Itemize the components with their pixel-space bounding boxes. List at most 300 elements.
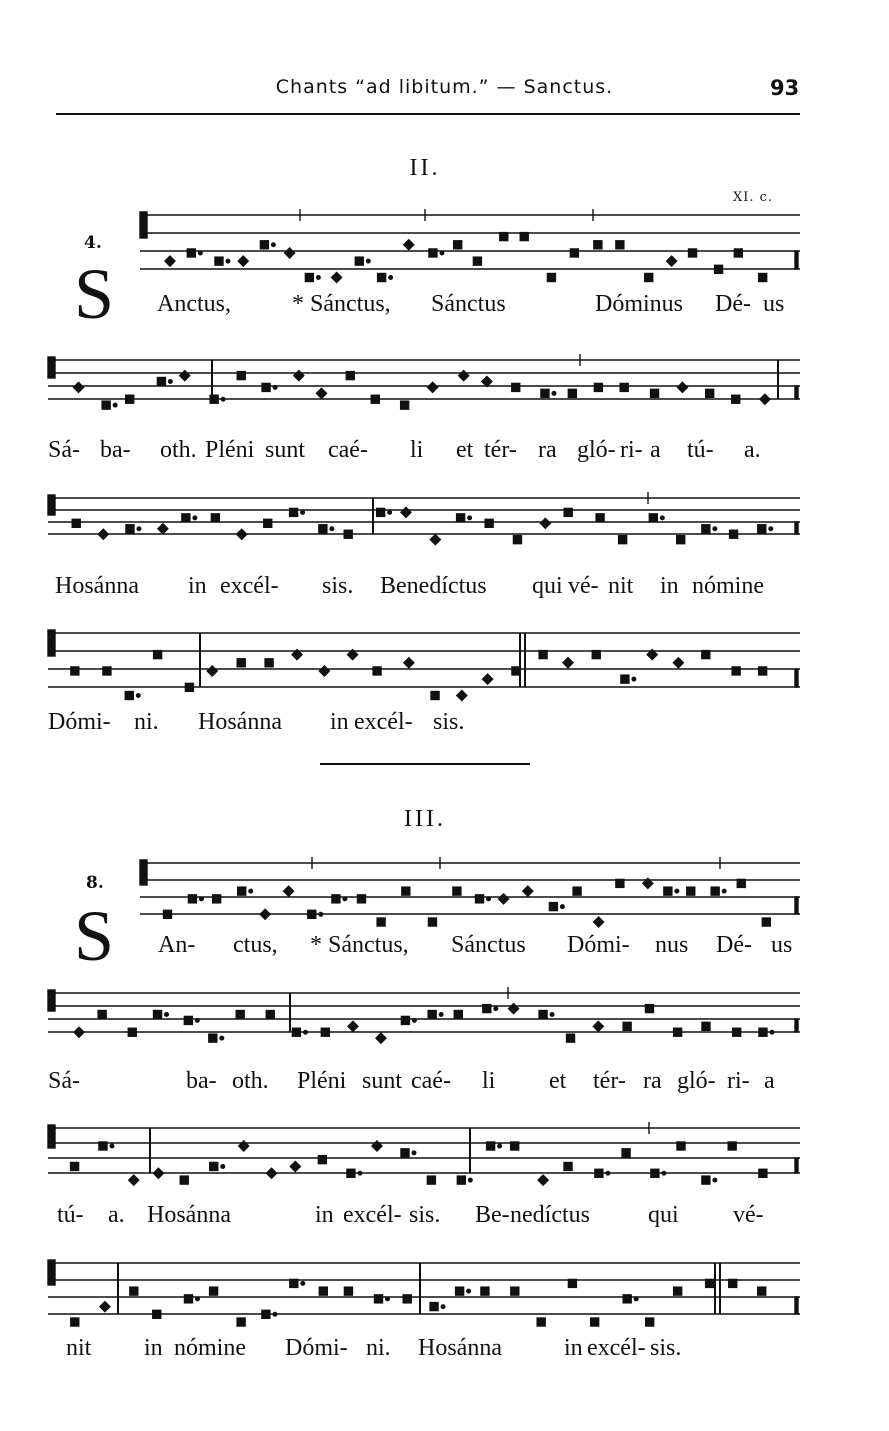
lyric-syllable: Dóminus [595, 291, 684, 317]
neume-square [759, 1028, 767, 1036]
neume-square [620, 383, 628, 391]
neume-dot [358, 1171, 362, 1175]
neume-dot [220, 1036, 224, 1040]
lyric-syllable: sunt [362, 1068, 403, 1094]
neume-square [729, 1279, 737, 1287]
neume-square [649, 514, 657, 522]
neume-square [237, 1318, 245, 1326]
lyric-syllable: nómine [174, 1335, 246, 1361]
lyric-syllable: Hosánna [55, 573, 139, 599]
lyric-syllable: caé- [328, 437, 368, 463]
neume-square [568, 389, 576, 397]
neume-dot [469, 1178, 473, 1182]
neume-diamond [284, 886, 294, 896]
neume-square [102, 401, 110, 409]
neume-dot [441, 1305, 445, 1309]
lyric-syllable: in [660, 573, 679, 599]
lyric-syllable: ni. [134, 709, 159, 735]
lyric-syllable: sunt [265, 437, 306, 463]
custos-icon [795, 1019, 798, 1032]
lyric-syllable: sis. [433, 709, 465, 735]
custos-icon [795, 251, 798, 269]
neume-square [211, 514, 219, 522]
lyric-syllable: nus [655, 932, 689, 958]
neume-square [264, 519, 272, 527]
neume-square [674, 1287, 682, 1295]
neume-square [402, 887, 410, 895]
neume-square [689, 249, 697, 257]
neume-square [187, 249, 195, 257]
neume-square [645, 274, 653, 282]
neume-diamond [428, 382, 438, 392]
neume-dot [606, 1171, 610, 1175]
neume-square [511, 1142, 519, 1150]
neume-dot [196, 1297, 200, 1301]
neume-square [616, 879, 624, 887]
neume-square [210, 1287, 218, 1295]
page-number: 93 [770, 76, 800, 100]
neume-square [103, 667, 111, 675]
neume-diamond [667, 256, 677, 266]
neume-diamond [760, 394, 770, 404]
neume-square [126, 525, 134, 533]
neume-dot [136, 694, 140, 698]
neume-square [262, 383, 270, 391]
neume-square [71, 1162, 79, 1170]
neume-diamond [260, 909, 270, 919]
drop-initial-s: S [74, 896, 115, 976]
neume-diamond [98, 529, 108, 539]
lyric-syllable: Dé- [716, 932, 752, 958]
neume-dot [468, 516, 472, 520]
neume-diamond [74, 1027, 84, 1037]
neume-square [646, 1318, 654, 1326]
neume-diamond [563, 658, 573, 668]
neume-square [346, 372, 354, 380]
custos-icon [795, 522, 798, 534]
custos-icon [795, 386, 798, 399]
neume-square [457, 514, 465, 522]
neume-dot [634, 1297, 638, 1301]
neume-square [371, 395, 379, 403]
neume-dot [272, 243, 276, 247]
neume-dot [273, 1313, 277, 1317]
neume-square [568, 1279, 576, 1287]
neume-diamond [404, 240, 414, 250]
neume-square [651, 389, 659, 397]
lyric-syllable: oth. [160, 437, 197, 463]
neume-square [401, 1016, 409, 1024]
neume-square [758, 525, 766, 533]
neume-square [290, 508, 298, 516]
lyric-syllable: sis. [322, 573, 354, 599]
neume-dot [494, 1007, 498, 1011]
lyric-syllable: ra [538, 437, 557, 463]
neume-square [403, 1295, 411, 1303]
neume-square [737, 879, 745, 887]
neume-square [487, 1142, 495, 1150]
neume-diamond [593, 1021, 603, 1031]
neume-dot [498, 1144, 502, 1148]
neume-dot [199, 251, 203, 255]
lyric-syllable: nómine [692, 573, 764, 599]
neume-diamond [207, 666, 217, 676]
lyric-syllable: in [315, 1202, 334, 1228]
neume-square [513, 536, 521, 544]
neume-dot [552, 392, 556, 396]
neume-square [730, 530, 738, 538]
lyric-syllable: excél- [220, 573, 279, 599]
neume-square [651, 1169, 659, 1177]
neume-square [188, 895, 196, 903]
lyric-syllable: in [188, 573, 207, 599]
neume-square [209, 1034, 217, 1042]
neume-square [429, 249, 437, 257]
neume-square [616, 241, 624, 249]
neume-square [347, 1169, 355, 1177]
lyric-syllable: in [144, 1335, 163, 1361]
lyric-syllable: Hosánna [147, 1202, 231, 1228]
neume-dot [249, 889, 253, 893]
neume-square [759, 667, 767, 675]
neume-square [237, 659, 245, 667]
neume-diamond [237, 529, 247, 539]
neume-dot [317, 276, 321, 280]
lyric-syllable: excél- [587, 1335, 646, 1361]
neume-square [457, 1176, 465, 1184]
neume-square [456, 1287, 464, 1295]
neume-dot [165, 1013, 169, 1017]
custos-icon [795, 669, 798, 687]
lyric-syllable: tér- [484, 437, 517, 463]
lyric-syllable: Pléni [297, 1068, 347, 1094]
neume-dot [713, 1178, 717, 1182]
neume-dot [722, 889, 726, 893]
running-header-title: Chants “ad libitum.” — Sanctus. [275, 76, 614, 98]
neume-square [153, 1310, 161, 1318]
neume-diamond [100, 1302, 110, 1312]
neume-dot [388, 511, 392, 515]
lyric-syllable: a [650, 437, 661, 463]
neume-square [594, 241, 602, 249]
chant-number-8: 8. [86, 873, 104, 893]
neume-square [594, 383, 602, 391]
neume-square [539, 1011, 547, 1019]
lyric-syllable: gló- [577, 437, 616, 463]
lyric-syllable: * Sánctus, [310, 932, 409, 958]
neume-square [481, 1287, 489, 1295]
neume-square [319, 525, 327, 533]
neume-dot [113, 403, 117, 407]
lyric-syllable: vé- [568, 573, 599, 599]
neume-square [430, 1303, 438, 1311]
lyric-syllable: qui [532, 573, 563, 599]
neume-square [157, 378, 165, 386]
lyric-syllable: caé- [411, 1068, 451, 1094]
lyric-syllable: tér- [593, 1068, 626, 1094]
neume-dot [200, 897, 204, 901]
neume-square [128, 1028, 136, 1036]
neume-square [71, 1318, 79, 1326]
neume-square [453, 887, 461, 895]
neume-square [567, 1034, 575, 1042]
neume-square [622, 1149, 630, 1157]
neume-diamond [673, 658, 683, 668]
neume-diamond [238, 256, 248, 266]
neume-square [570, 249, 578, 257]
neume-square [126, 395, 134, 403]
neume-square [762, 918, 770, 926]
neume-diamond [594, 917, 604, 927]
neume-dot [389, 276, 393, 280]
neume-square [732, 395, 740, 403]
neume-square [344, 530, 352, 538]
clef-icon [140, 860, 147, 885]
neume-square [454, 241, 462, 249]
neume-square [266, 1011, 274, 1019]
lyric-syllable: Dómi- [48, 709, 111, 735]
neume-dot [366, 259, 370, 263]
neume-square [308, 910, 316, 918]
neume-square [702, 525, 710, 533]
neume-square [664, 887, 672, 895]
neume-square [210, 395, 218, 403]
neume-diamond [401, 507, 411, 517]
neume-square [702, 651, 710, 659]
neume-dot [386, 1297, 390, 1301]
neume-square [512, 383, 520, 391]
lyric-syllable: ri- [620, 437, 643, 463]
neume-square [715, 265, 723, 273]
neume-dot [769, 527, 773, 531]
neume-square [759, 1169, 767, 1177]
lyric-syllable: ri- [727, 1068, 750, 1094]
neume-square [374, 1295, 382, 1303]
neume-square [377, 508, 385, 516]
lyric-syllable: ctus, [233, 932, 278, 958]
lyric-syllable: * Sánctus, [292, 291, 391, 317]
neume-diamond [376, 1033, 386, 1043]
neume-square [591, 1318, 599, 1326]
neume-diamond [523, 886, 533, 896]
neume-square [564, 1162, 572, 1170]
neume-square [237, 372, 245, 380]
section-numeral-ii: II. [409, 155, 441, 181]
neume-diamond [348, 1021, 358, 1031]
lyric-syllable: excél- [354, 709, 413, 735]
neume-dot [662, 1171, 666, 1175]
neume-dot [632, 677, 636, 681]
neume-square [319, 1287, 327, 1295]
neume-square [728, 1142, 736, 1150]
neume-square [592, 651, 600, 659]
neume-square [476, 895, 484, 903]
neume-square [210, 1162, 218, 1170]
neume-square [702, 1022, 710, 1030]
lyric-syllable: An- [158, 932, 196, 958]
neume-dot [273, 386, 277, 390]
neume-square [180, 1176, 188, 1184]
neume-dot [661, 516, 665, 520]
lyric-syllable: Anctus, [157, 291, 231, 317]
neume-square [547, 274, 555, 282]
lyric-syllable: Sánctus [451, 932, 526, 958]
neume-square [520, 233, 528, 241]
lyric-syllable: li [410, 437, 424, 463]
neume-square [595, 1169, 603, 1177]
neume-square [428, 918, 436, 926]
lyric-syllable: us [763, 291, 785, 317]
lyric-syllable: nit [608, 573, 634, 599]
neume-square [154, 1011, 162, 1019]
neume-square [454, 1011, 462, 1019]
neume-dot [221, 1165, 225, 1169]
neume-square [428, 1011, 436, 1019]
lyric-syllable: gló- [677, 1068, 716, 1094]
neume-diamond [483, 674, 493, 684]
neume-dot [713, 527, 717, 531]
neume-diamond [290, 1161, 300, 1171]
neume-dot [467, 1289, 471, 1293]
lyric-syllable: ba- [186, 1068, 217, 1094]
chant-number-4: 4. [84, 233, 102, 253]
neume-square [473, 257, 481, 265]
lyric-syllable: tú- [687, 437, 714, 463]
lyric-syllable: nit [66, 1335, 92, 1361]
lyric-syllable: et [549, 1068, 567, 1094]
neume-square [401, 401, 409, 409]
neume-square [549, 903, 557, 911]
neume-diamond [294, 371, 304, 381]
neume-diamond [267, 1168, 277, 1178]
neume-square [355, 257, 363, 265]
neume-square [512, 667, 520, 675]
neume-diamond [180, 371, 190, 381]
neume-dot [221, 397, 225, 401]
neume-square [511, 1287, 519, 1295]
drop-initial-s: S [74, 254, 115, 334]
lyric-syllable: Hosánna [418, 1335, 502, 1361]
neume-square [184, 1016, 192, 1024]
neume-dot [110, 1144, 114, 1148]
lyric-syllable: Sá- [48, 1068, 80, 1094]
neume-square [130, 1287, 138, 1295]
clef-icon [48, 357, 55, 378]
neume-dot [439, 1013, 443, 1017]
neume-square [573, 887, 581, 895]
neume-diamond [499, 894, 509, 904]
lyric-syllable: ra [643, 1068, 662, 1094]
neume-square [677, 536, 685, 544]
neume-diamond [319, 666, 329, 676]
lyric-syllable: qui [648, 1202, 679, 1228]
lyric-syllable: sis. [409, 1202, 441, 1228]
neume-square [623, 1295, 631, 1303]
neume-dot [675, 889, 679, 893]
neume-diamond [538, 1175, 548, 1185]
neume-square [321, 1028, 329, 1036]
neume-square [290, 1279, 298, 1287]
custos-icon [795, 1158, 798, 1173]
lyric-syllable: et [456, 437, 474, 463]
lyric-syllable: a [764, 1068, 775, 1094]
neume-square [564, 508, 572, 516]
mode-label: XI. c. [733, 190, 774, 205]
clef-icon [48, 1125, 55, 1148]
section-numeral-iii: III. [404, 806, 446, 832]
lyric-syllable: Sánctus [431, 291, 506, 317]
neume-square [401, 1149, 409, 1157]
neume-square [645, 1005, 653, 1013]
neume-dot [412, 1151, 416, 1155]
neume-square [483, 1005, 491, 1013]
neume-dot [319, 913, 323, 917]
lyric-syllable: li [482, 1068, 496, 1094]
neume-square [262, 1310, 270, 1318]
neume-square [619, 536, 627, 544]
neume-square [711, 887, 719, 895]
neume-square [734, 249, 742, 257]
clef-icon [48, 1260, 55, 1285]
neume-square [596, 514, 604, 522]
lyric-syllable: in [564, 1335, 583, 1361]
neume-dot [413, 1019, 417, 1023]
neume-diamond [459, 371, 469, 381]
neume-diamond [404, 658, 414, 668]
neume-square [431, 692, 439, 700]
neume-square [373, 667, 381, 675]
neume-dot [193, 516, 197, 520]
neume-square [265, 659, 273, 667]
neume-square [213, 895, 221, 903]
neume-dot [226, 259, 230, 263]
lyric-syllable: Dómi- [285, 1335, 348, 1361]
lyric-syllable: in [330, 709, 349, 735]
neume-square [184, 1295, 192, 1303]
neume-diamond [482, 377, 492, 387]
neume-square [702, 1176, 710, 1184]
lyric-syllable: sis. [650, 1335, 682, 1361]
lyric-syllable: Hosánna [198, 709, 282, 735]
neume-square [378, 274, 386, 282]
neume-square [71, 667, 79, 675]
neume-diamond [430, 535, 440, 545]
neume-square [706, 1279, 714, 1287]
neume-diamond [129, 1175, 139, 1185]
neume-dot [487, 897, 491, 901]
neume-square [238, 887, 246, 895]
neume-dot [301, 511, 305, 515]
neume-dot [330, 527, 334, 531]
neume-diamond [285, 248, 295, 258]
lyric-syllable: Dómi- [567, 932, 630, 958]
lyric-syllable: Benedíctus [380, 573, 487, 599]
neume-square [687, 887, 695, 895]
neume-square [485, 519, 493, 527]
neume-diamond [165, 256, 175, 266]
neume-dot [301, 1282, 305, 1286]
lyric-syllable: a. [108, 1202, 125, 1228]
neume-square [236, 1011, 244, 1019]
neume-square [344, 1287, 352, 1295]
lyric-syllable: ba- [100, 437, 131, 463]
neume-square [537, 1318, 545, 1326]
neume-square [539, 651, 547, 659]
neume-dot [770, 1030, 774, 1034]
neume-diamond [677, 382, 687, 392]
lyric-syllable: a. [744, 437, 761, 463]
neume-diamond [540, 518, 550, 528]
